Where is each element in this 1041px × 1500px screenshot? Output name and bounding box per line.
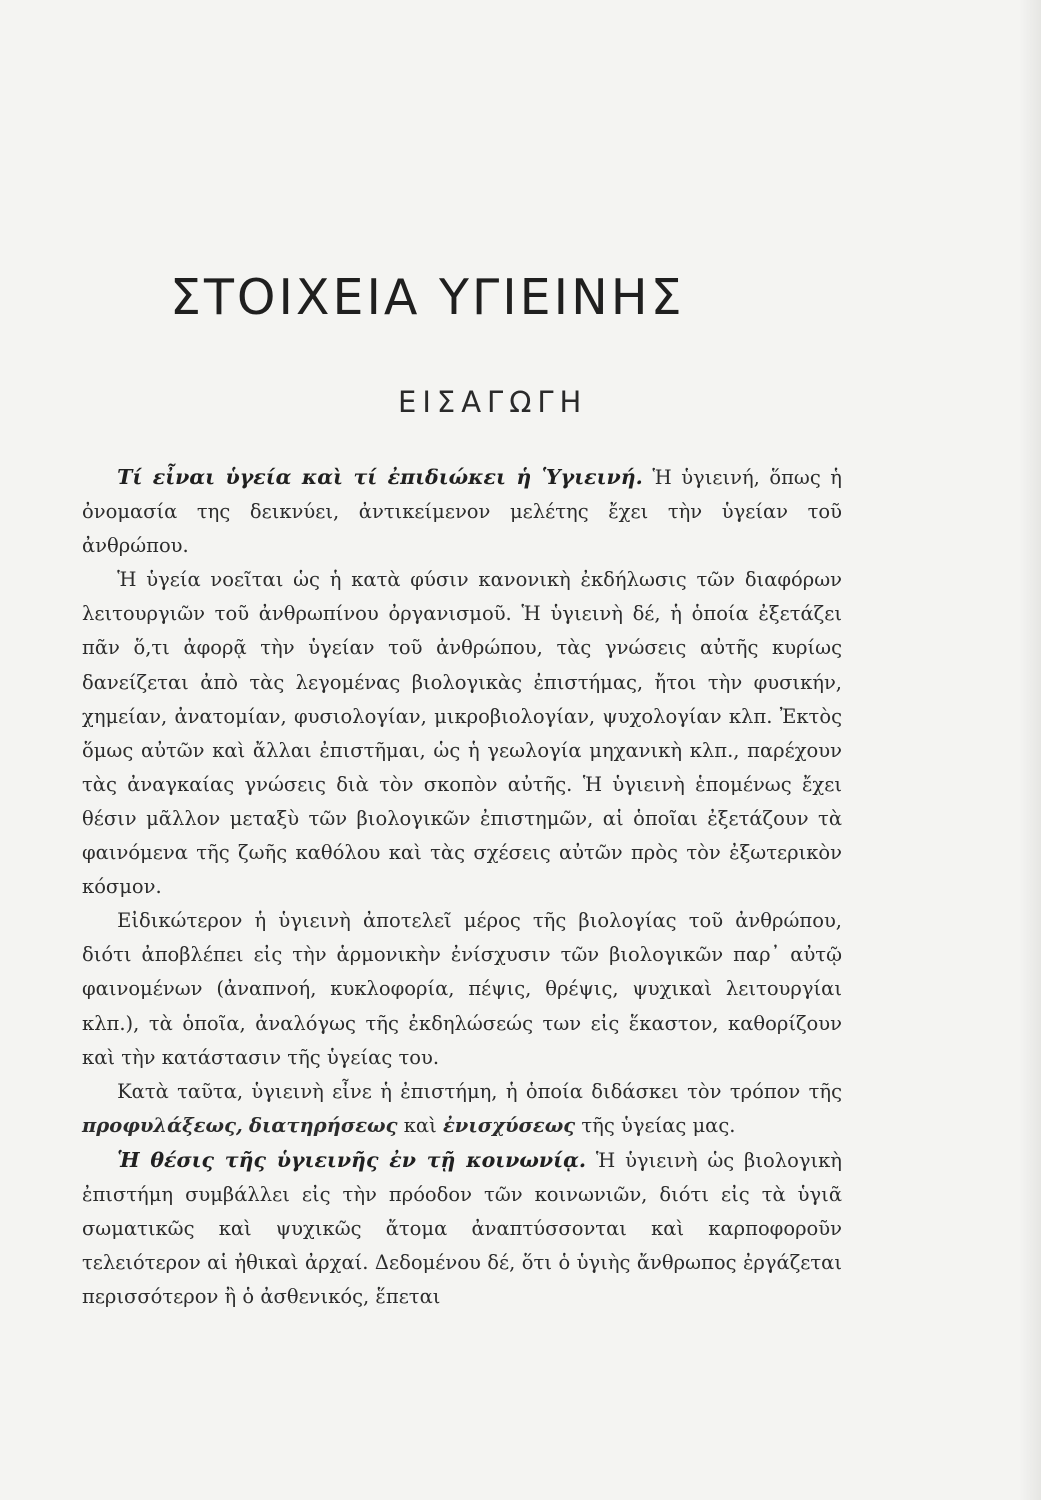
emphasized-term: ἐνισχύσεως [442, 1113, 576, 1137]
paragraph-text: Ἡ ὑγιεινὴ ὡς βιολογικὴ ἐπιστήμη συμβάλλει εἰς τὴν πρόοδον τῶν κοινωνιῶν, διότι εἰς τὰ ὑγιᾶ σωματικῶς καὶ ψυχικῶς ἄτομα ἀναπτύσσονται καὶ καρποφοροῦν τελειότερον αἱ ἠθικαὶ ἀρχαί. Δεδομένου δέ, ὅτι ὁ ὑγιὴς ἄνθρωπος ἐργάζεται περισσότερον ἢ ὁ ἀσθενικός, ἕπεται [82, 1148, 842, 1309]
paragraph-3 [82, 904, 842, 1074]
paragraph-text: Εἰδικώτερον ἡ ὑγιεινὴ ἀποτελεῖ μέρος τῆς βιολογίας τοῦ ἀνθρώπου, διότι ἀποβλέπει εἰς τὴν ἁρμονικὴν ἐνίσχυσιν τῶν βιολογικῶν παρ᾽ αὐτῷ φαινομένων (ἀναπνοή, κυκλοφορία, πέψις, θρέψις, ψυχικαὶ λειτουργίαι κλπ.), τὰ ὁποῖα, ἀναλόγως τῆς ἐκδηλώσεώς των εἰς ἕκαστον, καθορίζουν καὶ τὴν κατάστασιν τῆς ὑγείας του. [82, 909, 842, 1069]
paragraph-text: τῆς ὑγείας μας. [581, 1113, 736, 1137]
paragraph-heading: Ἡ θέσις τῆς ὑγιεινῆς ἐν τῇ κοινωνίᾳ. [117, 1147, 586, 1172]
paragraph-heading: Τί εἶναι ὑγεία καὶ τί ἐπιδιώκει ἡ Ὑγιεινή. [117, 465, 643, 489]
paragraph-1 [82, 460, 842, 563]
paragraph-text: Ἡ ὑγιεινή, ὅπως ἡ ὀνομασία της δεικνύει, ἀντικείμενον μελέτης ἔχει τὴν ὑγείαν τοῦ ἀνθρώπου. [82, 466, 842, 558]
paragraph-text: καὶ [403, 1113, 437, 1137]
paragraph-4 [82, 1075, 842, 1143]
body-text [82, 460, 842, 1314]
emphasized-term: προφυλάξεως, [82, 1113, 243, 1137]
paragraph-5 [82, 1143, 842, 1314]
paragraph-text: Κατὰ ταῦτα, ὑγιεινὴ εἶνε ἡ ἐπιστήμη, ἡ ὁποία διδάσκει τὸν τρόπον τῆς [117, 1079, 842, 1103]
emphasized-term: διατηρήσεως [248, 1113, 398, 1137]
page-title: ΣΤΟΙΧΕΙΑ ΥΓΙΕΙΝΗΣ [170, 269, 685, 326]
section-title: ΕΙΣΑΓΩΓΗ [398, 385, 588, 419]
paragraph-text: Ἡ ὑγεία νοεῖται ὡς ἡ κατὰ φύσιν κανονικὴ ἐκδήλωσις τῶν διαφόρων λειτουργιῶν τοῦ ἀνθρωπίνου ὀργανισμοῦ. Ἡ ὑγιεινὴ δέ, ἡ ὁποία ἐξετάζει πᾶν ὅ,τι ἀφορᾷ τὴν ὑγείαν τοῦ ἀνθρώπου, τὰς γνώσεις αὐτῆς κυρίως δανείζεται ἀπὸ τὰς λεγομένας βιολογικὰς ἐπιστήμας, ἤτοι τὴν φυσικήν, χημείαν, ἀνατομίαν, φυσιολογίαν, μικροβιολογίαν, ψυχολογίαν κλπ. Ἐκτὸς ὅμως αὐτῶν καὶ ἄλλαι ἐπιστῆμαι, ὡς ἡ γεωλογία μηχανικὴ κλπ., παρέχουν τὰς ἀναγκαίας γνώσεις διὰ τὸν σκοπὸν αὐτῆς. Ἡ ὑγιεινὴ ἑπομένως ἔχει θέσιν μᾶλλον μεταξὺ τῶν βιολογικῶν ἐπιστημῶν, αἱ ὁποῖαι ἐξετάζουν τὰ φαινόμενα τῆς ζωῆς καθόλου καὶ τὰς σχέσεις αὐτῶν πρὸς τὸν ἐξωτερικὸν κόσμον. [82, 568, 842, 899]
paragraph-2 [82, 563, 842, 904]
page-edge-shadow [1019, 0, 1041, 1500]
